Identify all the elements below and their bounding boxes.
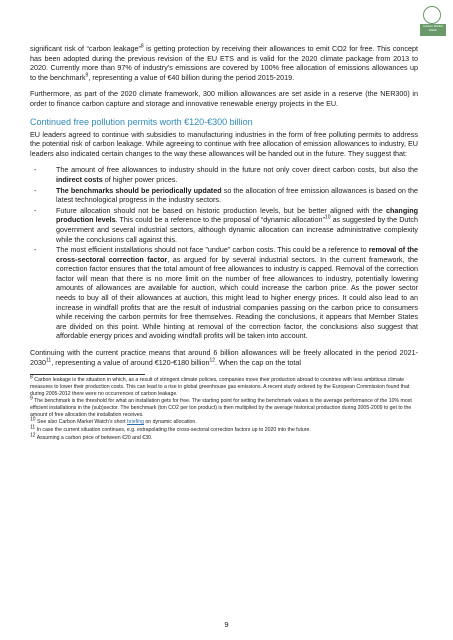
footnote-number: 12 [30,432,36,439]
text: as suggested by the Dutch government and several industrial sectors, although dynamic allocation can increase administrative complexity while the conclusions call against this. [56,215,418,244]
list-item [30,206,418,244]
paragraph-ner300: Furthermore, as part of the 2020 climate framework, 300 million allowances are set aside in a reserve (the NER300) in order to finance carbon capture and storage and innovative renewable energy projects in the EU. [30,89,418,108]
bold-text: indirect costs [56,174,103,184]
footnote-ref[interactable]: 10 [324,214,331,221]
carbon-market-watch-logo [420,6,446,36]
leaf-icon [423,6,441,24]
page-body [30,44,418,443]
text: of higher power prices. [102,174,178,184]
text: See also Carbon Market Watch’s short [35,419,127,426]
footnote-number: 9 [30,395,33,402]
list-item [30,165,418,184]
footnote-ref[interactable]: 9 [85,72,89,79]
bullet-dash: - [34,245,37,255]
footnote-12 [30,432,418,442]
suggestion-list [30,165,418,341]
section-heading: Continued free pollution permits worth €120-€300 billion [30,116,253,127]
footnote-number: 8 [30,374,33,381]
footnote-ref[interactable]: 12 [209,357,216,364]
text: The most efficient installations should not face "undue" carbon costs. This could be a reference to [56,245,369,255]
bold-text: The benchmarks should be periodically updated [56,185,222,195]
text: . This could be a reference to the proposal of “dynamic allocation” [115,215,325,225]
footnote-11 [30,424,418,434]
text: The amount of free allowances to industry should in the future not only cover direct carbon costs, but also the [56,165,418,175]
footnote-10 [30,416,418,426]
paragraph-eu-leaders: EU leaders agreed to continue with subsidies to manufacturing industries in the form of free polluting permits to address the potential risk of carbon leakage. While agreeing to continue with free allocation of emission allowances to industry, EU leaders also indicated certain changes to the way these allowances will be handed out in the future. They suggest that: [30,129,418,158]
text: , representing a value of €40 billion during the period 2015-2019. [88,72,295,82]
footnote-ref[interactable]: 11 [46,357,52,364]
footnote-ref[interactable]: 8 [140,43,144,50]
bullet-dash: - [34,205,37,215]
briefing-link[interactable]: briefing [126,419,144,426]
text: . When the cap on the total [215,357,301,367]
text: Assuming a carbon price of between €20 and €30. [35,434,153,441]
text: on dynamic allocation. [143,419,197,426]
text: Future allocation should not be based on historic production levels, but be better aligned with the [56,205,387,215]
text: Carbon leakage is the situation in which, as a result of stringent climate policies, companies move their production abroad to countries with less ambitious climate measures to lower their production costs. This can lead to a rise in global greenhouse gas emissions. A recent study ordered by the European Commission found that during 2005-2012 there were no occurrences of carbon leakage. [30,377,410,397]
list-item [30,245,418,341]
footnote-9 [30,395,418,418]
bold-text: changing production levels [56,205,418,225]
page-number: 9 [224,620,229,629]
text: so the allocation of free emission allowances is based on the latest technological progress in the industry sectors. [56,185,418,205]
list-item [30,186,418,205]
text: is getting protection by receiving their allowances to emit CO2 for free. This concept has been adopted during the previous revision of the EU ETS and is valid for the 2020 climate package from 2013 to 2020. Currently more than 97% of industry’s emissions are covered by 100% free allocation of emissions allowances up to the benchmark [30,44,418,82]
text: Continuing with the current practice means that around 6 billion allowances will be freely allocated in the period 2021-2030 [30,348,418,367]
text: The benchmark is the threshold for what an installation gets for free. The starting point for setting the benchmark values is the average performance of the 10% most efficient installations in the (sub)sector. The benchmark (ton CO2 per ton product) is then multiplied by the average historical production during 2005-2009 to get to the amount of free allocation the installation receives. [30,398,412,418]
footnote-number: 11 [30,424,36,431]
paragraph-continuing [30,348,418,367]
footnote-number: 10 [30,416,36,423]
text: , as argued for by several industrial sectors. In the current framework, the correction factor ensures that the total amount of free allowances to industry is capped. Removal of the correction factor will mean that there is no more limit on the number of free allowances to industry, potentially lowering amounts of allowances are available for auction, which could increase the carbon price. As the power sector needs to buy all of their allowances at auction, this might lead to higher energy prices. It could also lead to an increase in windfall profits that are the result of industrial companies passing on the carbon price to consumers while receiving the carbon permits for free themselves. Reading the conclusions, it appears that Member States are divided on this point. While hinting at removal of the correction factor, the conclusions also suggest that affordable energy prices and avoiding windfall profits will be taken into account. [56,254,418,341]
bold-text: removal of the cross-sectoral correction factor [56,245,418,264]
text: In case the current situation continues, e.g. extrapolating the cross-sectoral correction factors up to 2020 into the future. [35,427,311,434]
paragraph-carbon-leakage [30,44,418,82]
text: significant risk of “carbon leakage” [30,44,141,53]
footnote-8 [30,374,418,397]
logo-text: Carbon Market Watch [420,24,446,36]
bullet-dash: - [34,185,37,195]
text: , representing a value of around €120-€180 billion [51,357,210,367]
bullet-dash: - [34,165,37,175]
footnote-divider [30,374,145,375]
